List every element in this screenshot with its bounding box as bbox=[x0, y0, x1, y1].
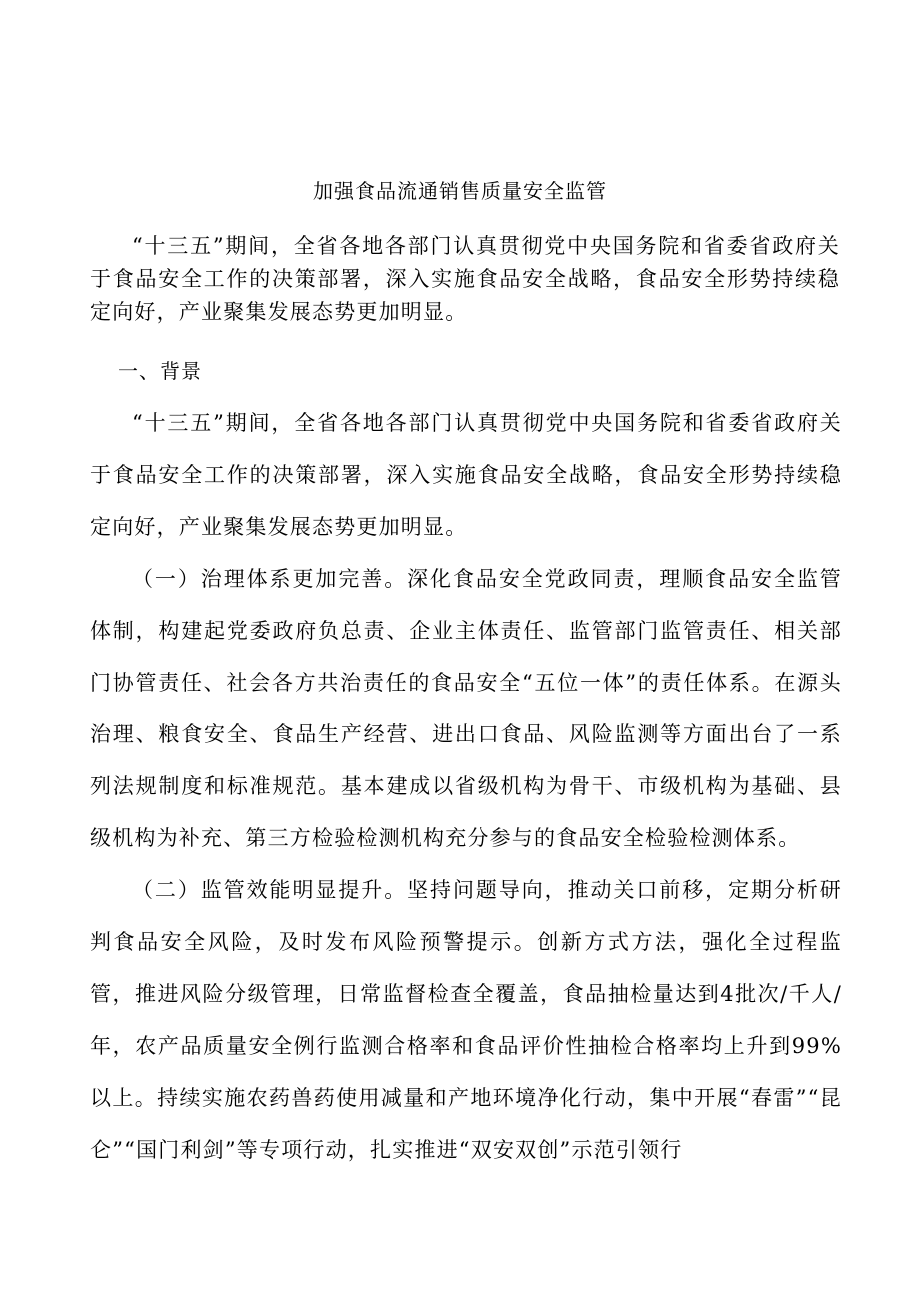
paragraph-governance: （一）治理体系更加完善。深化食品安全党政同责，理顺食品安全监管体制，构建起党委政府负总责、企业主体责任、监管部门监管责任、相关部门协管责任、社会各方共治责任的食品安全“五位一体”的责任体系。在源头治理、粮食安全、食品生产经营、进出口食品、风险监测等方面出台了一系列法规制度和标准规范。基本建成以省级机构为骨干、市级机构为基础、县级机构为补充、第三方检验检测机构充分参与的食品安全检验检测体系。 bbox=[90, 566, 842, 851]
paragraph-supervision: （二）监管效能明显提升。坚持问题导向，推动关口前移，定期分析研判食品安全风险，及时发布风险预警提示。创新方式方法，强化全过程监管，推进风险分级管理，日常监督检查全覆盖，食品抽检量达到4批次/千人/年，农产品质量安全例行监测合格率和食品评价性抽检合格率均上升到99%以上。持续实施农药兽药使用减量和产地环境净化行动，集中开展“春雷”“昆仑”“国门利剑”等专项行动，扎实推进“双安双创”示范引领行 bbox=[90, 878, 842, 1162]
intro-paragraph: “十三五”期间，全省各地各部门认真贯彻党中央国务院和省委省政府关于食品安全工作的决策部署，深入实施食品安全战略，食品安全形势持续稳定向好，产业聚集发展态势更加明显。 bbox=[90, 234, 840, 324]
section-heading: 一、背景 bbox=[118, 359, 202, 383]
body-text bbox=[90, 398, 842, 1177]
paragraph-background: “十三五”期间，全省各地各部门认真贯彻党中央国务院和省委省政府关于食品安全工作的决策部署，深入实施食品安全战略，食品安全形势持续稳定向好，产业聚集发展态势更加明显。 bbox=[90, 411, 842, 539]
document-title: 加强食品流通销售质量安全监管 bbox=[313, 179, 607, 203]
